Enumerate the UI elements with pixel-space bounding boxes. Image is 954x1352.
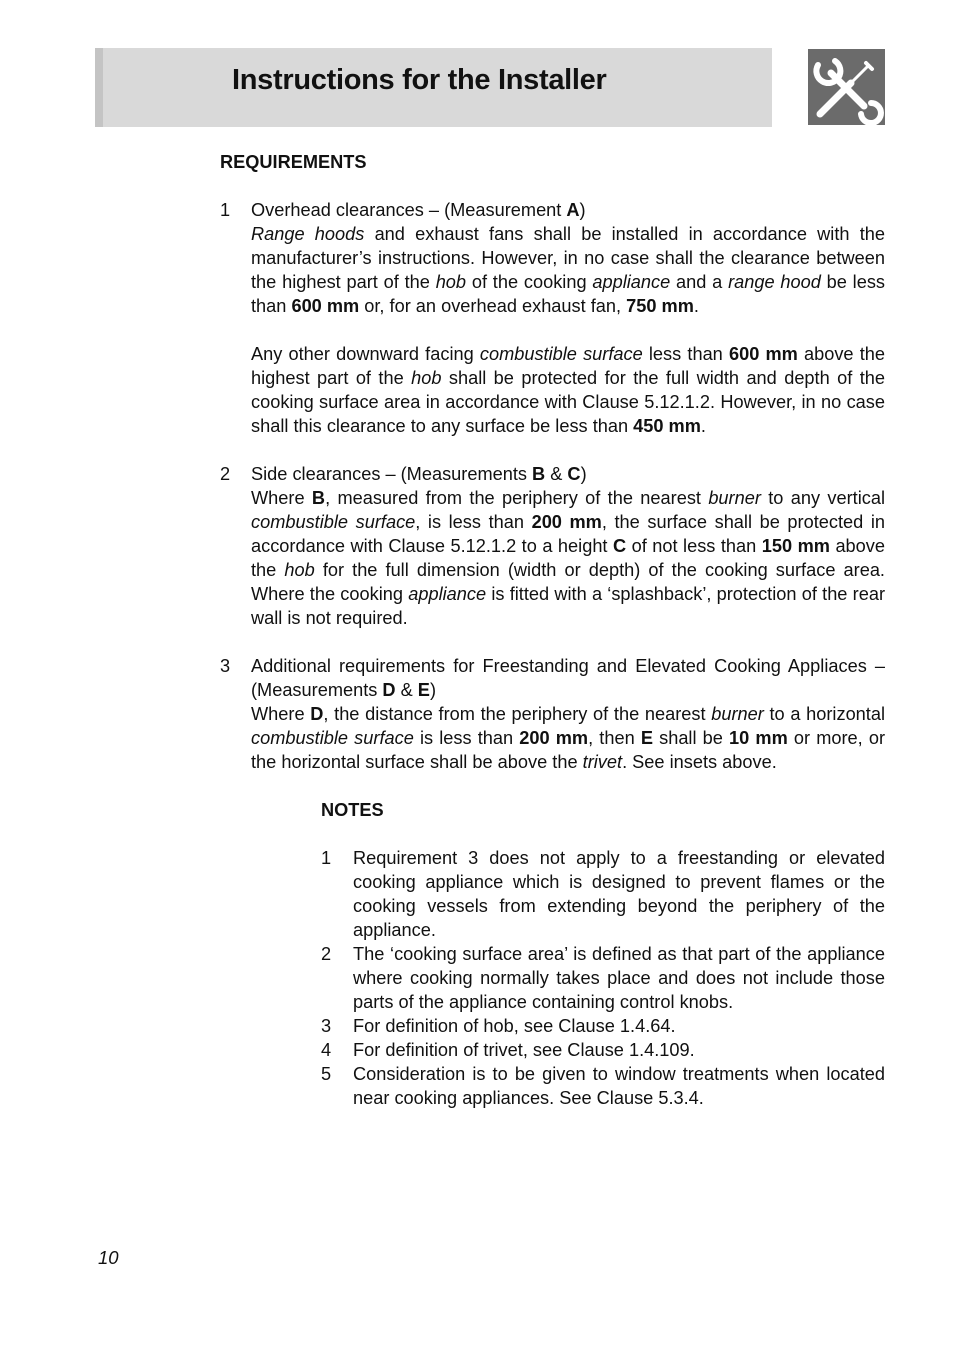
requirement-number: 1 <box>220 200 231 220</box>
note-item <box>321 846 885 942</box>
requirement-paragraph: Any other downward facing combustible surface less than 600 mm above the highest part of the hob shall be protected for the full width and depth of the cooking surface area in accordance with Clause 5.12.1.2. However, in no case shall this clearance to any surface be less than 450 mm. <box>251 344 885 436</box>
tools-icon <box>808 49 885 125</box>
note-number: 3 <box>321 1016 332 1036</box>
page-title: Instructions for the Installer <box>232 64 607 96</box>
header-bar <box>95 48 772 127</box>
requirement-paragraph: Range hoods and exhaust fans shall be installed in accordance with the manufacturer’s instructions. However, in no case shall the clearance between the highest part of the hob of the cooking appliance and a range hood be less than 600 mm or, for an overhead exhaust fan, 750 mm. <box>251 224 886 316</box>
requirement-item <box>220 654 885 1110</box>
note-number: 5 <box>321 1064 332 1084</box>
note-item <box>321 1062 885 1110</box>
note-text: Requirement 3 does not apply to a freestanding or elevated cooking appliance which is designed to prevent flames or the cooking vessels from extending beyond the periphery of the appliance. <box>353 848 885 940</box>
requirements-content <box>220 150 885 1110</box>
requirement-number: 2 <box>220 464 231 484</box>
notes-heading: NOTES <box>321 800 384 820</box>
note-number: 4 <box>321 1040 332 1060</box>
requirement-heading: Side clearances – (Measurements B & C) <box>251 464 587 484</box>
note-item <box>321 942 885 1014</box>
section-heading: REQUIREMENTS <box>220 152 367 172</box>
note-item <box>321 1038 885 1062</box>
requirement-item <box>220 198 885 438</box>
requirement-heading: Overhead clearances – (Measurement A) <box>251 200 586 220</box>
note-text: Consideration is to be given to window treatments when located near cooking appliances. See Clause 5.3.4. <box>353 1064 885 1108</box>
note-number: 1 <box>321 848 332 868</box>
requirement-paragraph: Where B, measured from the periphery of the nearest burner to any vertical combustible surface, is less than 200 mm, the surface shall be protected in accordance with Clause 5.12.1.2 to a height C of not less than 150 mm above the hob for the full dimension (width or depth) of the cooking surface area. Where the cooking appliance is fitted with a ‘splashback’, protection of the rear wall is not required. <box>251 488 886 628</box>
notes-section <box>321 798 885 1110</box>
page-number: 10 <box>98 1247 119 1268</box>
requirement-paragraph: Where D, the distance from the periphery of the nearest burner to a horizontal combustible surface is less than 200 mm, then E shall be 10 mm or more, or the horizontal surface shall be above the trivet. See insets above. <box>251 704 886 772</box>
requirement-number: 3 <box>220 656 231 676</box>
requirement-heading: Additional requirements for Freestanding and Elevated Cooking Appliaces – (Measurements D & E) <box>251 656 885 700</box>
note-text: The ‘cooking surface area’ is defined as that part of the appliance where cooking normally takes place and does not include those parts of the appliance containing control knobs. <box>353 944 885 1012</box>
requirement-item <box>220 462 885 630</box>
note-text: For definition of hob, see Clause 1.4.64. <box>353 1016 676 1036</box>
note-number: 2 <box>321 944 332 964</box>
note-item <box>321 1014 885 1038</box>
note-text: For definition of trivet, see Clause 1.4.109. <box>353 1040 695 1060</box>
